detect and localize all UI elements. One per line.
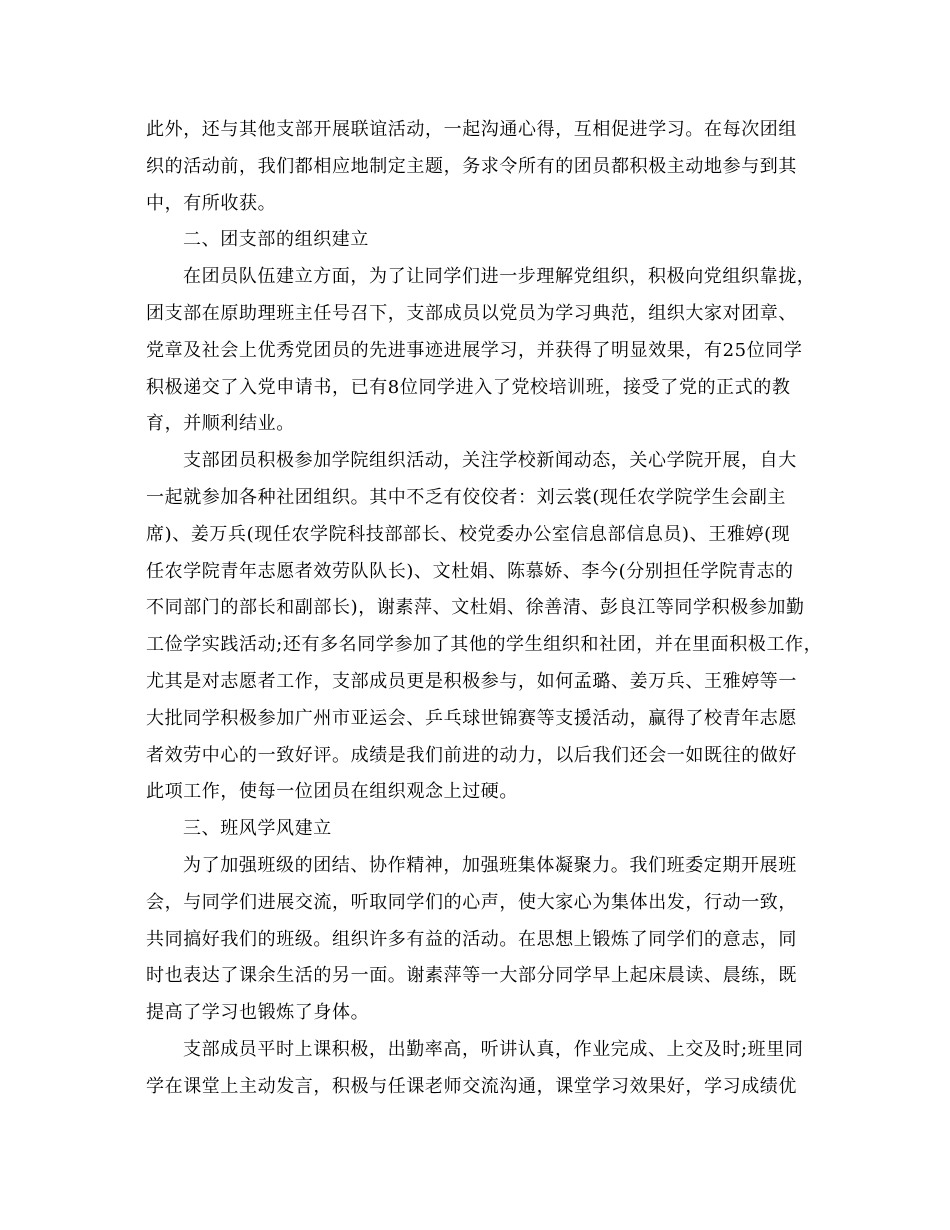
text-line: 积极递交了入党申请书，已有8位同学进入了党校培训班，接受了党的正式的教 (146, 376, 791, 398)
text-line: 任农学院青年志愿者效劳队队长)、文杜娟、陈慕娇、李今(分别担任学院青志的 (146, 560, 794, 582)
document-body (146, 112, 823, 1106)
text-line: 三、班风学风建立 (183, 818, 332, 840)
text-line: 支部成员平时上课积极，出勤率高，听讲认真，作业完成、上交及时;班里同 (183, 1038, 804, 1060)
text-line: 共同搞好我们的班级。组织许多有益的活动。在思想上锻炼了同学们的意志，同 (146, 928, 797, 950)
text-line: 尤其是对志愿者工作，支部成员更是积极参与，如何孟璐、姜万兵、王雅婷等一 (146, 670, 797, 692)
text-line: 党章及社会上优秀党团员的先进事迹进展学习，并获得了明显效果，有25位同学 (146, 339, 803, 361)
text-line: 此外，还与其他支部开展联谊活动，一起沟通心得，互相促进学习。在每次团组 (146, 119, 797, 140)
text-line: 提高了学习也锻炼了身体。 (146, 1002, 370, 1024)
text-line: 会，与同学们进展交流，听取同学们的心声，使大家心为集体出发，行动一致， (146, 891, 797, 913)
text-line: 为了加强班级的团结、协作精神，加强班集体凝聚力。我们班委定期开展班 (183, 854, 797, 876)
text-line: 大批同学积极参加广州市亚运会、乒乓球世锦赛等支援活动，赢得了校青年志愿 (146, 707, 797, 729)
text-line: 育，并顺利结业。 (146, 413, 295, 435)
text-line: 学在课堂上主动发言，积极与任课老师交流沟通，课堂学习效果好，学习成绩优 (146, 1075, 797, 1097)
text-line: 织的活动前，我们都相应地制定主题，务求令所有的团员都积极主动地参与到其 (146, 155, 797, 177)
text-line: 在团员队伍建立方面，为了让同学们进一步理解党组织，积极向党组织靠拢， (183, 266, 816, 288)
text-line: 者效劳中心的一致好评。成绩是我们前进的动力，以后我们还会一如既往的做好 (146, 744, 797, 766)
text-line: 团支部在原助理班主任号召下，支部成员以党员为学习典范，组织大家对团章、 (146, 302, 797, 324)
text-line: 席)、姜万兵(现任农学院科技部部长、校党委办公室信息部信息员)、王雅婷(现 (146, 523, 791, 545)
text-line: 中，有所收获。 (146, 192, 277, 214)
text-line: 此项工作，使每一位团员在组织观念上过硬。 (146, 781, 518, 803)
text-line: 工俭学实践活动;还有多名同学参加了其他的学生组织和社团，并在里面积极工作， (146, 634, 823, 656)
text-line: 二、团支部的组织建立 (183, 229, 369, 251)
text-line: 一起就参加各种社团组织。其中不乏有佼佼者：刘云裳(现任农学院学生会副主 (146, 486, 787, 508)
text-line: 不同部门的部长和副部长)，谢素萍、文杜娟、徐善清、彭良江等同学积极参加勤 (146, 597, 805, 619)
text-line: 时也表达了课余生活的另一面。谢素萍等一大部分同学早上起床晨读、晨练，既 (146, 965, 797, 987)
text-line: 支部团员积极参加学院组织活动，关注学校新闻动态，关心学院开展，自大 (183, 450, 797, 472)
